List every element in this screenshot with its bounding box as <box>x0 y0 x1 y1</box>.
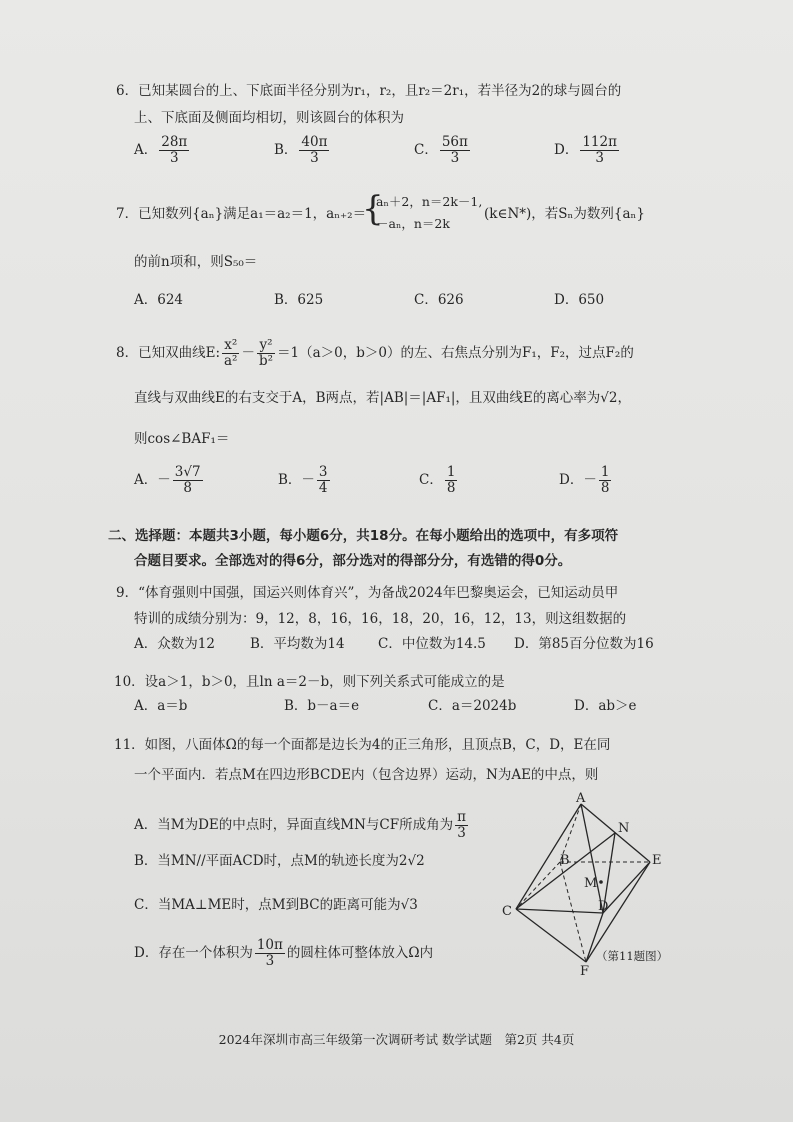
section2-line1: 二、选择题：本题共3小题，每小题6分，共18分。在每小题给出的选项中，有多项符 <box>108 528 619 544</box>
edge-cf <box>516 909 586 962</box>
q10-option-c: C．a＝2024b <box>428 698 517 714</box>
q10-line1: 10．设a＞1，b＞0，且ln a＝2－b，则下列关系式可能成立的是 <box>114 674 505 690</box>
q11-option-a: A．当M为DE的中点时，异面直线MN与CF所成角为 $\frac{\pi}{3}$ <box>134 809 466 841</box>
label-m: M <box>584 876 598 891</box>
q10-option-a: A．a＝b <box>134 698 188 714</box>
edge-cd <box>516 909 603 913</box>
q6-option-a: A． $\frac{28\pi}{3}$ <box>134 134 188 166</box>
q6-line2: 上、下底面及侧面均相切，则该圆台的体积为 <box>134 110 404 126</box>
label-b: B <box>560 853 570 868</box>
q6-option-c: C． $\frac{56\pi}{3}$ <box>414 134 468 166</box>
point-m <box>599 880 603 884</box>
edge-bc-hidden <box>516 862 560 909</box>
q11-option-b: B．当MN//平面ACD时，点M的轨迹长度为2√2 <box>134 853 425 869</box>
q11-option-c: C．当MA⊥ME时，点M到BC的距离可能为√3 <box>134 897 418 913</box>
q7-lead: 7．已知数列{aₙ}满足a₁＝a₂＝1，aₙ₊₂＝ <box>116 206 367 222</box>
q7-option-c: C．626 <box>414 292 464 308</box>
q11-line2: 一个平面内．若点M在四边形BCDE内（包含边界）运动，N为AE的中点，则 <box>134 767 599 783</box>
q9-option-b: B．平均数为14 <box>250 636 345 652</box>
q6-option-b: B． $\frac{40\pi}{3}$ <box>274 134 328 166</box>
q7-option-a: A．624 <box>134 292 184 308</box>
q8-option-d: D．－ $\frac{1}{8}$ <box>559 464 610 496</box>
q7-tail: (k∈N*)，若Sₙ为数列{aₙ} <box>484 206 645 222</box>
q11-line1: 11．如图，八面体Ω的每一个面都是边长为4的正三角形，且顶点B，C，D，E在同 <box>114 737 611 753</box>
q7-option-b: B．625 <box>274 292 324 308</box>
q7-case2: －aₙ，n＝2k <box>376 216 450 231</box>
octahedron-figure <box>500 792 680 977</box>
q9-option-a: A．众数为12 <box>134 636 215 652</box>
q6-option-d: D． $\frac{112\pi}{3}$ <box>554 134 617 166</box>
q8-line3: 则cos∠BAF₁＝ <box>134 431 230 447</box>
q8-option-c: C． $\frac{1}{8}$ <box>419 464 456 496</box>
q8-option-b: B．－ $\frac{3}{4}$ <box>278 464 328 496</box>
q9-option-c: C．中位数为14.5 <box>378 636 486 652</box>
label-a: A <box>576 792 586 806</box>
q9-line2: 特训的成绩分别为：9，12，8，16，16，18，20，16，12，13，则这组数据的 <box>134 611 627 627</box>
q9-option-d: D．第85百分位数为16 <box>514 636 654 652</box>
q8-line1: 8．已知双曲线E: $\frac{\text{x²}}{\text{a²}}$ － $\frac{\text{y²}}{\text{b²}}$ ＝1（a＞0，b＞0）的左、右焦点分别为F₁，F₂，过点F₂的 <box>116 337 634 369</box>
q10-option-d: D．ab＞e <box>574 698 637 714</box>
q8-line2: 直线与双曲线E的右支交于A，B两点，若|AB|＝|AF₁|，且双曲线E的离心率为√2， <box>134 390 631 406</box>
label-f: F <box>580 964 590 977</box>
label-e: E <box>652 853 662 868</box>
edge-ac <box>516 804 581 909</box>
q7-case1: aₙ＋2，n＝2k－1, <box>376 194 483 209</box>
q10-option-b: B．b－a＝e <box>284 698 360 714</box>
q7-option-d: D．650 <box>554 292 605 308</box>
q7-brace: { <box>362 189 384 229</box>
q8-option-a: A．－ $\frac{3√7}{8}$ <box>134 464 201 496</box>
q9-line1: 9．“体育强则中国强，国运兴则体育兴”，为备战2024年巴黎奥运会，已知运动员甲 <box>116 585 619 601</box>
q6-line1: 6．已知某圆台的上、下底面半径分别为r₁，r₂，且r₂＝2r₁，若半径为2的球与圆台的 <box>116 83 622 99</box>
page-footer: 2024年深圳市高三年级第一次调研考试 数学试题 第2页 共4页 <box>218 1032 575 1047</box>
q7-line2: 的前n项和，则S₅₀＝ <box>134 254 258 270</box>
label-d: D <box>598 899 609 914</box>
label-c: C <box>502 904 512 919</box>
figure-caption: （第11题图） <box>596 949 669 963</box>
label-n: N <box>618 821 630 836</box>
section2-line2: 合题目要求。全部选对的得6分，部分选对的得部分分，有选错的得0分。 <box>134 553 572 569</box>
q11-option-d: D．存在一个体积为 $\frac{10\pi}{3}$ 的圆柱体可整体放入Ω内 <box>134 937 434 969</box>
